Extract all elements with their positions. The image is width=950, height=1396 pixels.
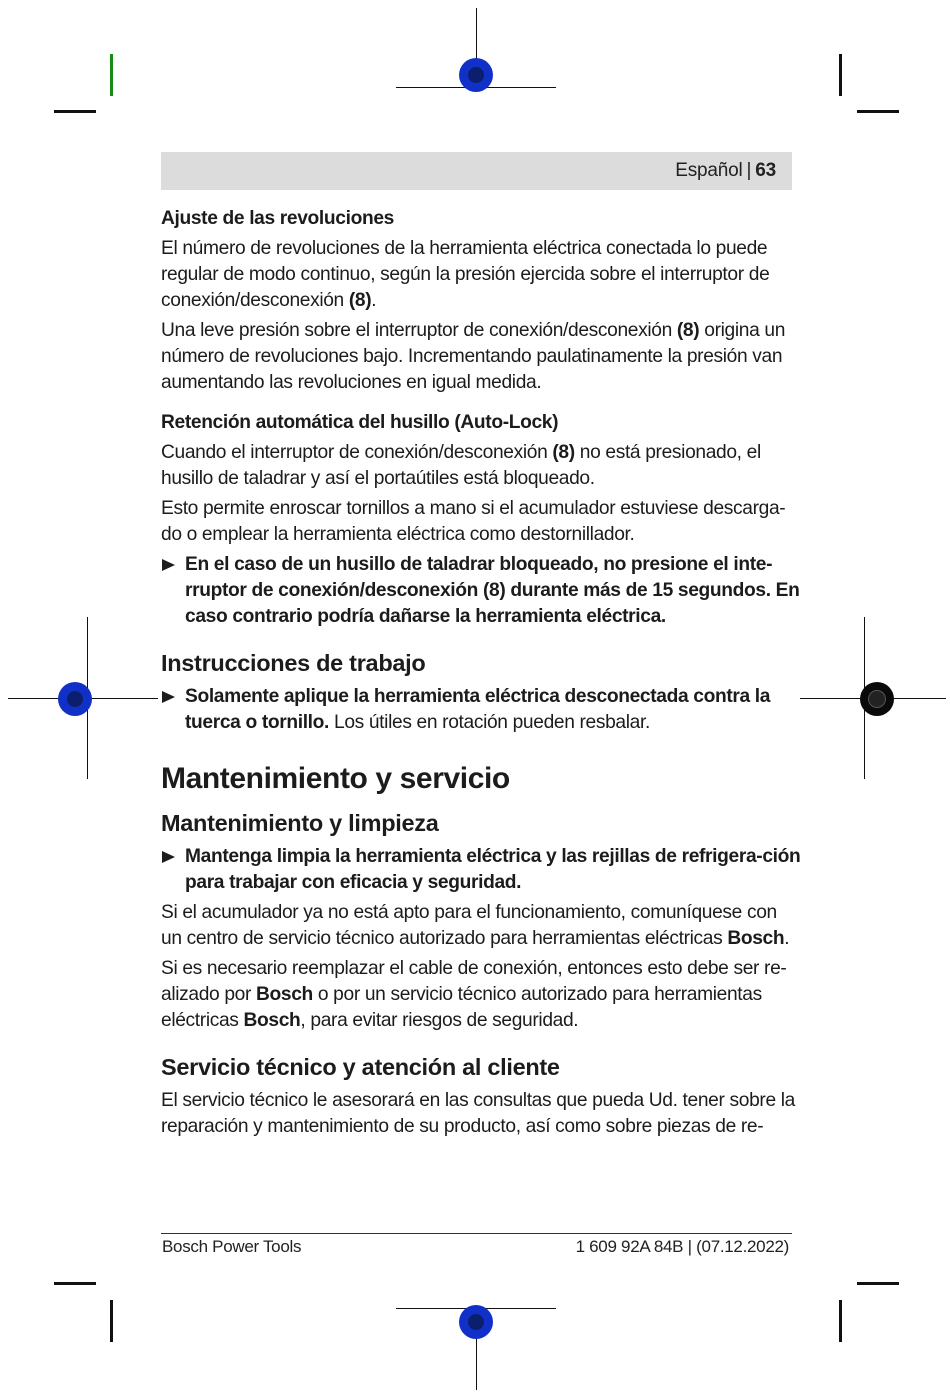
heading-maintenance-cleaning: Mantenimiento y limpieza [161,810,439,836]
heading-maintenance-service: Mantenimiento y servicio [161,762,510,795]
paragraph: Una leve presión sobre el interruptor de conexión/desconexión (8) origina un número de revoluciones bajo. Incrementando paulatinamente la presión van aumentando las revoluciones en igual medida. [161,320,786,393]
paragraph: Cuando el interruptor de conexión/desconexión (8) no está presionado, el husillo de taladrar y así el portaútiles está bloqueado. [161,442,761,489]
paragraph: El servicio técnico le asesorará en las consultas que pueda Ud. tener sobre la reparación y mantenimiento de su producto, así como sobre piezas de re- [161,1090,795,1137]
footer-rule [161,1233,792,1234]
paragraph: El número de revoluciones de la herramienta eléctrica conectada lo puede regular de modo continuo, según la presión ejercida sobre el interruptor de conexión/desconexión (8). [161,238,770,311]
footer-brand: Bosch Power Tools [162,1237,302,1256]
brand-name: Bosch [727,928,785,949]
header-language: Español [675,160,743,181]
part-ref: (8) [552,442,575,463]
header-label [675,160,776,182]
registration-mark-right [860,682,894,716]
brand-name: Bosch [243,1010,301,1031]
registration-mark-left [58,682,92,716]
paragraph: Si es necesario reemplazar el cable de conexión, entonces esto debe ser re-alizado por Bosch o por un servicio técnico autorizado para herramientas eléctricas Bosch, para evitar riesgos de seguridad. [161,958,787,1031]
page-number: 63 [755,160,776,181]
heading-speed-adjust: Ajuste de las revoluciones [161,208,394,229]
part-ref: (8) [348,290,372,311]
heading-autolock: Retención automática del husillo (Auto-Lock) [161,412,559,433]
brand-name: Bosch [256,984,313,1005]
triangle-bullet-icon [162,559,175,571]
footer-doc-id: 1 609 92A 84B | (07.12.2022) [575,1237,789,1256]
triangle-bullet-icon [162,691,175,703]
heading-customer-service: Servicio técnico y atención al cliente [161,1054,560,1080]
triangle-bullet-icon [162,851,175,863]
header-separator: | [746,160,752,181]
work-bullet: Solamente aplique la herramienta eléctrica desconectada contra la tuerca o tornillo. Los útiles en rotación pueden resbalar. [161,684,801,736]
paragraph: Esto permite enroscar tornillos a mano si el acumulador estuviese descarga-do o emplear la herramienta eléctrica como destornillador. [161,498,786,545]
heading-work-instructions: Instrucciones de trabajo [161,650,426,676]
page-header [161,152,792,190]
page-content [161,206,801,1144]
maintenance-bullet: Mantenga limpia la herramienta eléctrica y las rejillas de refrigera-ción para trabajar con eficacia y seguridad. [161,844,801,896]
registration-mark-top [459,58,493,92]
paragraph: Si el acumulador ya no está apto para el funcionamiento, comuníquese con un centro de servicio técnico autorizado para herramientas eléctricas Bosch. [161,902,790,949]
registration-mark-bottom [459,1305,493,1339]
warning-bullet: En el caso de un husillo de taladrar bloqueado, no presione el inte-rruptor de conexión/desconexión (8) durante más de 15 segundos. En caso contrario podría dañarse la herramienta eléctrica. [161,552,801,630]
part-ref: (8) [676,320,700,341]
